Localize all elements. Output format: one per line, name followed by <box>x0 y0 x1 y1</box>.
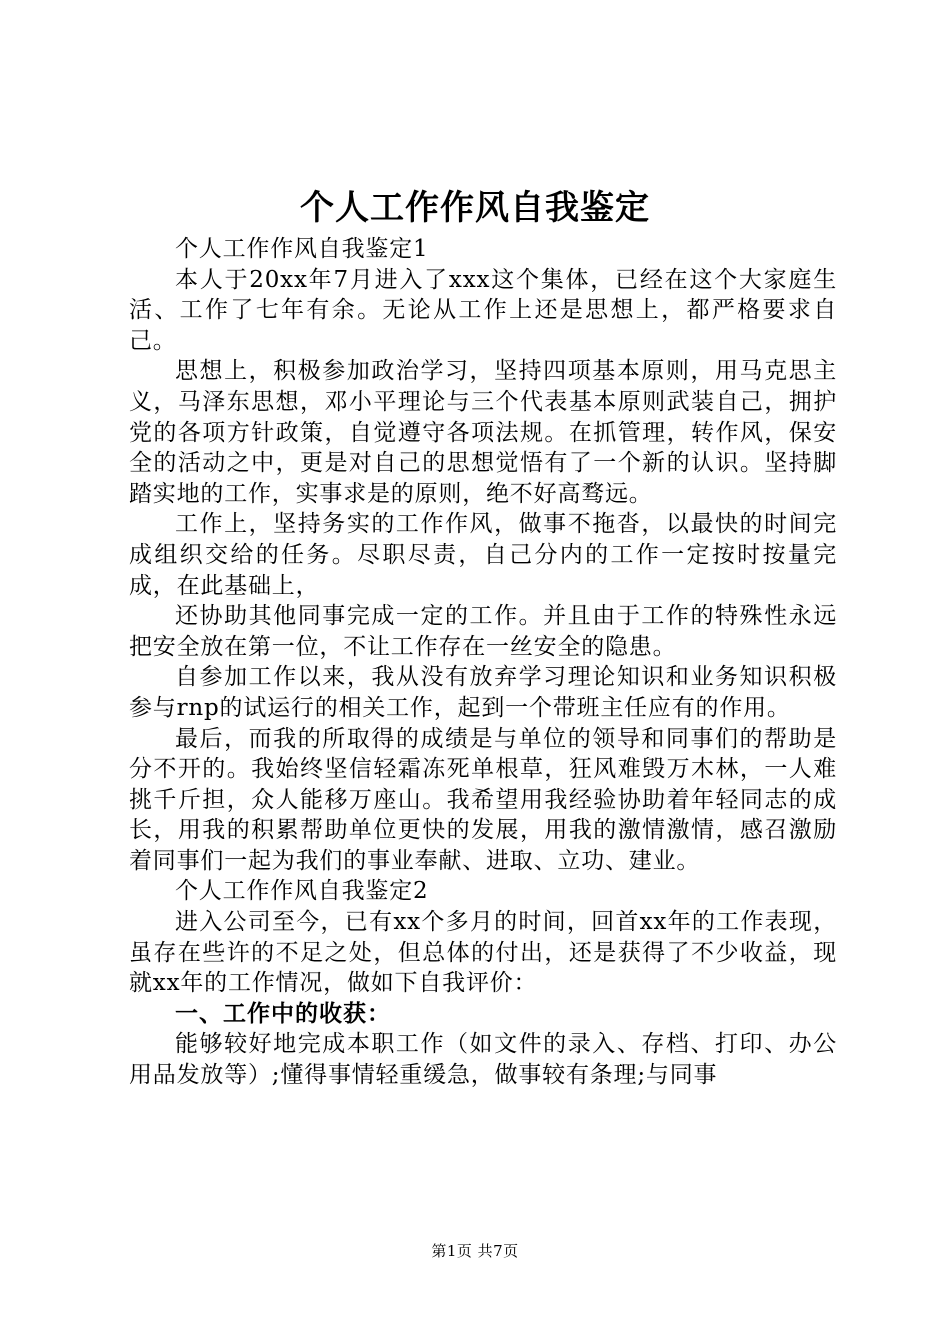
paragraph-company: 进入公司至今，已有xx个多月的时间，回首xx年的工作表现，虽存在些许的不足之处，但总体的付出，还是获得了不少收益，现就xx年的工作情况，做如下自我评价： <box>129 909 837 997</box>
section-heading-1: 个人工作作风自我鉴定1 <box>175 236 429 262</box>
paragraph-assist: 还协助其他同事完成一定的工作。并且由于工作的特殊性永远把安全放在第一位，不让工作存在一丝安全的隐患。 <box>129 603 837 660</box>
paragraph-study: 自参加工作以来，我从没有放弃学习理论知识和业务知识积极参与rnp的试运行的相关工作，起到一个带班主任应有的作用。 <box>129 664 837 721</box>
document-body <box>129 234 837 1091</box>
subheading-gains: 一、工作中的收获： <box>175 1000 391 1027</box>
paragraph-intro: 本人于20xx年7月进入了xxx这个集体，已经在这个大家庭生活、工作了七年有余。无论从工作上还是思想上，都严格要求自己。 <box>129 266 837 354</box>
paragraph-thought: 思想上，积极参加政治学习，坚持四项基本原则，用马克思主义，马泽东思想，邓小平理论与三个代表基本原则武装自己，拥护党的各项方针政策，自觉遵守各项法规。在抓管理，转作风，保安全的活动之中，更是对自己的思想觉悟有了一个新的认识。坚持脚踏实地的工作，实事求是的原则，绝不好高骛远。 <box>129 358 837 507</box>
paragraph-duties: 能够较好地完成本职工作（如文件的录入、存档、打印、办公用品发放等）;懂得事情轻重缓急，做事较有条理;与同事 <box>129 1031 837 1089</box>
paragraph-conclusion: 最后，而我的所取得的成绩是与单位的领导和同事们的帮助是分不开的。我始终坚信轻霜冻死单根草，狂风难毁万木林，一人难挑千斤担，众人能移万座山。我希望用我经验协助着年轻同志的成长，用我的积累帮助单位更快的发展，用我的激情激情，感召激励着同事们一起为我们的事业奉献、进取、立功、建业。 <box>129 725 837 874</box>
document-title: 个人工作作风自我鉴定 <box>300 188 650 228</box>
paragraph-work: 工作上，坚持务实的工作作风，做事不拖沓，以最快的时间完成组织交给的任务。尽职尽责，自己分内的工作一定按时按量完成，在此基础上， <box>129 511 837 599</box>
page-footer: 第1页 共7页 <box>431 1242 519 1260</box>
section-heading-2: 个人工作作风自我鉴定2 <box>175 878 429 905</box>
